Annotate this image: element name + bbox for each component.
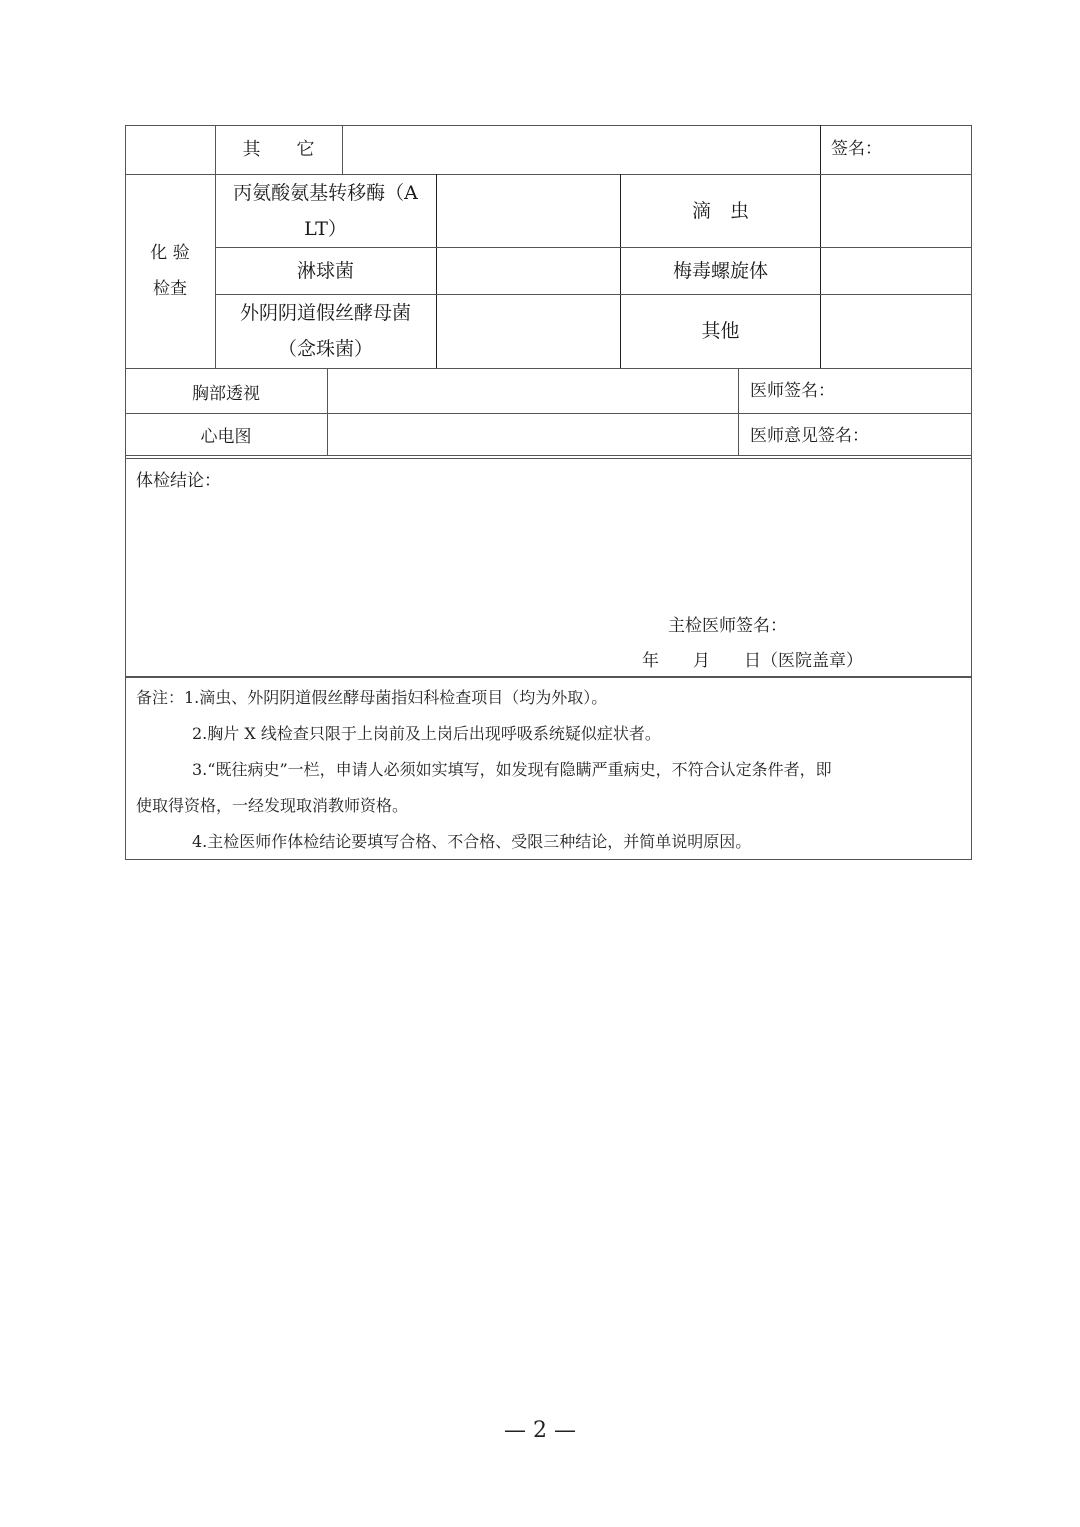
- lab-test-section-label: [125, 174, 215, 368]
- divider: [125, 676, 972, 678]
- note-line-3: 3.“既往病史”一栏，申请人必须如实填写，如发现有隐瞒严重病史，不符合认定条件者，即: [192, 760, 832, 779]
- double-divider-top: [125, 455, 972, 456]
- table-right-border: [971, 125, 972, 860]
- candida-label-line1: 外阴阴道假丝酵母菌: [239, 302, 411, 324]
- alt-value-field[interactable]: [438, 176, 618, 245]
- syphilis-value-field[interactable]: [822, 249, 970, 293]
- notes-section: [126, 680, 971, 860]
- alt-label-line1: 丙氨酸氨基转移酶（A: [233, 181, 418, 204]
- candida-label: [215, 294, 436, 368]
- note-line-2: 2.胸片 X 线检查只限于上岗前及上岗后出现呼吸系统疑似症状者。: [192, 724, 661, 743]
- conclusion-text-field[interactable]: [136, 500, 961, 600]
- note-line-1: 备注：1.滴虫、外阴阴道假丝酵母菌指妇科检查项目（均为外取）。: [136, 688, 608, 707]
- ecg-signature-label: 医师意见签名：: [750, 426, 869, 446]
- alt-label-line2: LT）: [304, 217, 347, 240]
- gonococcus-value-field[interactable]: [438, 249, 618, 293]
- trichomonas-label: 滴 虫: [691, 199, 749, 222]
- lab-other-value-field[interactable]: [822, 296, 970, 366]
- divider: [738, 368, 739, 455]
- candida-label-line2: （念珠菌）: [277, 338, 373, 360]
- syphilis-label: 梅毒螺旋体: [672, 259, 768, 282]
- other-signature-field[interactable]: [880, 130, 968, 170]
- ecg-label: 心电图: [200, 427, 252, 447]
- lab-test-label-line2: 检查: [153, 279, 187, 299]
- trichomonas-value-field[interactable]: [822, 176, 970, 245]
- conclusion-label: 体检结论：: [136, 471, 221, 491]
- candida-value-field[interactable]: [438, 296, 618, 366]
- page-number: — 2 —: [504, 1418, 576, 1443]
- double-divider-bottom: [125, 458, 972, 459]
- conclusion-date-line: 年 月 日（医院盖章）: [642, 651, 863, 671]
- chest-xray-label: 胸部透视: [192, 383, 260, 404]
- lab-test-label-line1: 化 验: [150, 243, 190, 263]
- other-value-field[interactable]: [343, 126, 819, 173]
- note-line-3-continued: 使取得资格，一经发现取消教师资格。: [136, 796, 409, 815]
- other-signature-label: 签名：: [831, 138, 882, 159]
- note-line-4: 4.主检医师作体检结论要填写合格、不合格、受限三种结论，并简单说明原因。: [192, 832, 752, 851]
- other-label: 其 它: [242, 138, 315, 160]
- alt-label: [215, 174, 436, 247]
- divider: [436, 174, 437, 368]
- chest-xray-value-field[interactable]: [329, 370, 736, 411]
- chief-physician-signature-label: 主检医师签名：: [668, 616, 787, 636]
- lab-other-label: 其他: [701, 320, 740, 342]
- divider: [327, 368, 328, 455]
- ecg-value-field[interactable]: [329, 415, 736, 453]
- chest-xray-signature-label: 医师签名：: [750, 380, 835, 401]
- gonococcus-label: 淋球菌: [296, 259, 354, 282]
